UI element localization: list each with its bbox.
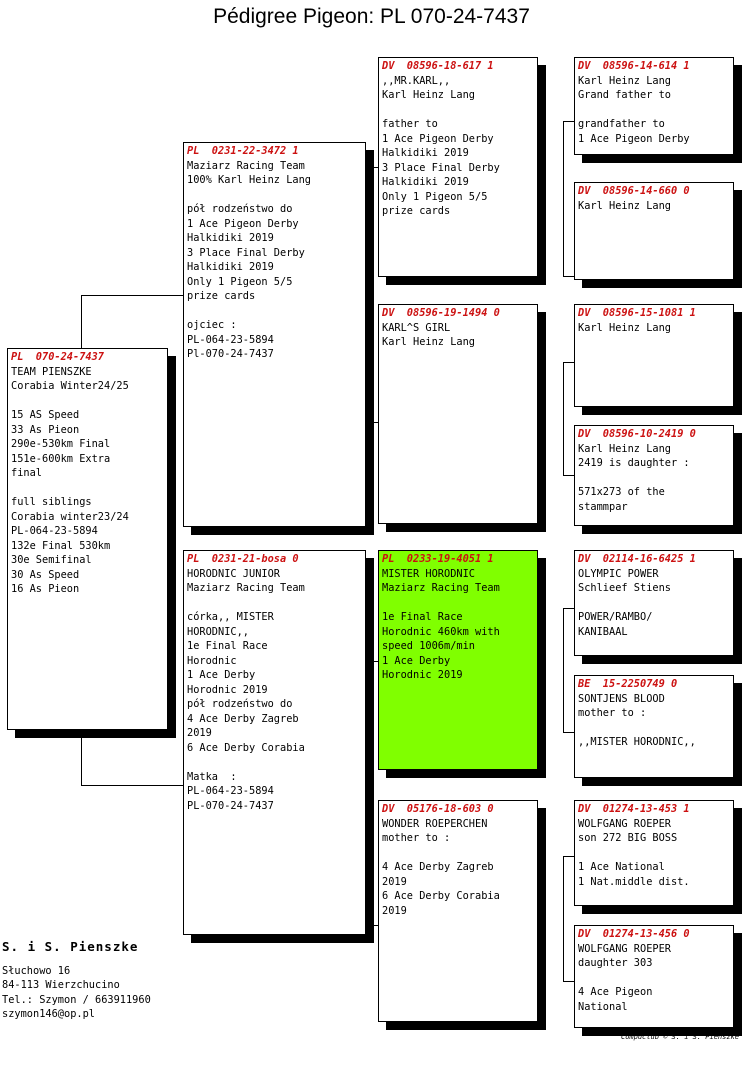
ring-number: DV 08596-14-660 0 bbox=[578, 185, 690, 197]
pigeon-card-sss[interactable] bbox=[574, 57, 734, 155]
pigeon-notes: Karl Heinz Lang bbox=[578, 199, 671, 212]
breeder-name: S. i S. Pienszke bbox=[2, 939, 139, 954]
pigeon-notes: Maziarz Racing Team 100% Karl Heinz Lang pół rodzeństwo do 1 Ace Pigeon Derby Halkidiki 2019 3 Place Final Derby Halkidiki 2019 Only 1 Pigeon 5/5 prize cards ojciec : PL-064-23-5894 Pl-070-24-7437 bbox=[187, 159, 311, 360]
ring-number: PL 070-24-7437 bbox=[11, 351, 104, 363]
pigeon-notes: TEAM PIENSZKE Corabia Winter24/25 15 AS Speed 33 As Pieon 290e-530km Final 151e-600km Extra final full siblings Corabia winter23/24 PL-064-23-5894 132e Final 530km 30e Semifinal 30 As Speed 16 As Pieon bbox=[11, 365, 129, 595]
pigeon-card-dss[interactable] bbox=[574, 550, 734, 656]
pigeon-card-dam-dam[interactable] bbox=[378, 800, 538, 1022]
pigeon-card-sds[interactable] bbox=[574, 304, 734, 407]
connector-line bbox=[81, 785, 185, 786]
ring-number: DV 01274-13-456 0 bbox=[578, 928, 690, 940]
pigeon-notes: MISTER HORODNIC Maziarz Racing Team 1e Final Race Horodnic 460km with speed 1006m/min 1 Ace Derby Horodnic 2019 bbox=[382, 567, 500, 681]
ring-number: PL 0231-21-bosa 0 bbox=[187, 553, 299, 565]
connector-line bbox=[81, 730, 82, 785]
page-title: Pédigree Pigeon: PL 070-24-7437 bbox=[213, 5, 530, 28]
breeder-email: szymon146@op.pl bbox=[2, 1008, 95, 1020]
pigeon-card-subject[interactable] bbox=[7, 348, 168, 730]
pigeon-card-sire-dam[interactable] bbox=[378, 304, 538, 524]
breeder-phone: Tel.: Szymon / 663911960 bbox=[2, 993, 151, 1006]
connector-line bbox=[563, 608, 564, 732]
pigeon-notes: ,,MR.KARL,, Karl Heinz Lang father to 1 Ace Pigeon Derby Halkidiki 2019 3 Place Final Derby Halkidiki 2019 Only 1 Pigeon 5/5 prize cards bbox=[382, 74, 500, 217]
connector-line bbox=[563, 362, 564, 475]
connector-line bbox=[563, 856, 564, 981]
pigeon-card-sdd[interactable] bbox=[574, 425, 734, 526]
pigeon-card-sire[interactable] bbox=[183, 142, 366, 527]
ring-number: BE 15-2250749 0 bbox=[578, 678, 678, 690]
breeder-address-line: 84-113 Wierzchucino bbox=[2, 979, 120, 991]
ring-number: DV 05176-18-603 0 bbox=[382, 803, 494, 815]
pigeon-card-sire-sire[interactable] bbox=[378, 57, 538, 277]
ring-number: DV 02114-16-6425 1 bbox=[578, 553, 696, 565]
pigeon-notes: SONTJENS BLOOD mother to : ,,MISTER HORODNIC,, bbox=[578, 692, 696, 748]
pigeon-card-ddd[interactable] bbox=[574, 925, 734, 1028]
pigeon-notes: WOLFGANG ROEPER son 272 BIG BOSS 1 Ace National 1 Nat.middle dist. bbox=[578, 817, 690, 888]
ring-number: PL 0233-19-4051 1 bbox=[382, 553, 494, 565]
breeder-info bbox=[2, 940, 151, 1022]
pigeon-card-ssd[interactable] bbox=[574, 182, 734, 280]
ring-number: DV 01274-13-453 1 bbox=[578, 803, 690, 815]
pigeon-card-dam-sire[interactable] bbox=[378, 550, 538, 770]
footer-credit: Compuclub © S. i S. Pienszke bbox=[620, 1033, 739, 1041]
connector-line bbox=[81, 295, 82, 351]
ring-number: DV 08596-18-617 1 bbox=[382, 60, 494, 72]
ring-number: DV 08596-14-614 1 bbox=[578, 60, 690, 72]
breeder-address-line: Słuchowo 16 bbox=[2, 964, 71, 977]
connector-line bbox=[563, 121, 564, 276]
pigeon-notes: WONDER ROEPERCHEN mother to : 4 Ace Derby Zagreb 2019 6 Ace Derby Corabia 2019 bbox=[382, 817, 500, 917]
ring-number: DV 08596-10-2419 0 bbox=[578, 428, 696, 440]
pigeon-notes: WOLFGANG ROEPER daughter 303 4 Ace Pigeon National bbox=[578, 942, 671, 1013]
pigeon-notes: Karl Heinz Lang 2419 is daughter : 571x273 of the stammpar bbox=[578, 442, 690, 513]
pigeon-notes: OLYMPIC POWER Schlieef Stiens POWER/RAMBO/ KANIBAAL bbox=[578, 567, 671, 638]
pigeon-notes: HORODNIC JUNIOR Maziarz Racing Team córka,, MISTER HORODNIC,, 1e Final Race Horodnic 1 Ace Derby Horodnic 2019 pół rodzeństwo do 4 Ace Derby Zagreb 2019 6 Ace Derby Corabia Matka : PL-064-23-5894 PL-070-24-7437 bbox=[187, 567, 305, 812]
pigeon-card-dsd[interactable] bbox=[574, 675, 734, 778]
pigeon-card-dam[interactable] bbox=[183, 550, 366, 935]
pigeon-notes: Karl Heinz Lang bbox=[578, 321, 671, 334]
pigeon-notes: KARL^S GIRL Karl Heinz Lang bbox=[382, 321, 475, 348]
connector-line bbox=[81, 295, 185, 296]
ring-number: PL 0231-22-3472 1 bbox=[187, 145, 299, 157]
pigeon-notes: Karl Heinz Lang Grand father to grandfather to 1 Ace Pigeon Derby bbox=[578, 74, 690, 145]
pigeon-card-dds[interactable] bbox=[574, 800, 734, 906]
ring-number: DV 08596-15-1081 1 bbox=[578, 307, 696, 319]
connector-line bbox=[366, 661, 367, 925]
connector-line bbox=[366, 167, 367, 422]
ring-number: DV 08596-19-1494 0 bbox=[382, 307, 500, 319]
